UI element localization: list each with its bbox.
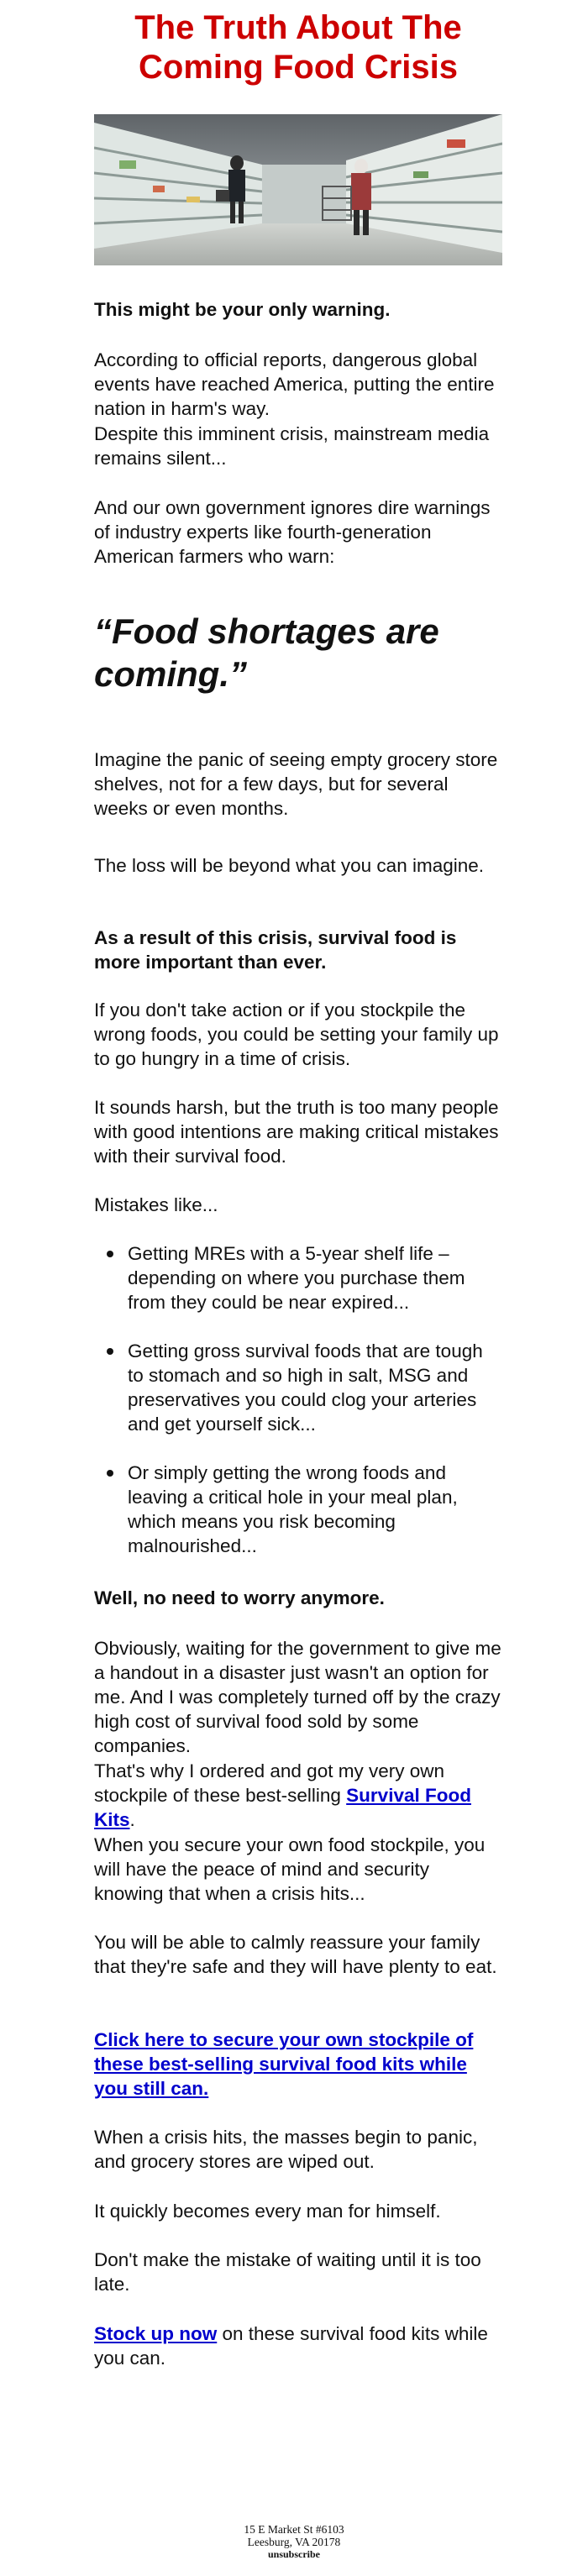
unsubscribe-link[interactable]: unsubscribe (267, 2548, 321, 2560)
paragraph (94, 2322, 502, 2370)
paragraph: It sounds harsh, but the truth is too many people with good intentions are making critical mistakes with their survival food. (94, 1097, 499, 1167)
subheading: Well, no need to worry anymore. (94, 1587, 385, 1608)
paragraph: Imagine the panic of seeing empty grocery store shelves, not for a few days, but for several weeks or even months. (94, 749, 498, 819)
paragraph: Despite this imminent crisis, mainstream media remains silent... (94, 423, 490, 469)
survival-food-kits-link[interactable]: Survival Food Kits (94, 1785, 471, 1830)
paragraph: Obviously, waiting for the government to give me a handout in a disaster just wasn't an option for me. And I was completely turned off by the crazy high cost of survival food sold by some companies. (94, 1638, 501, 1756)
list-item: Or simply getting the wrong foods and leaving a critical hole in your meal plan, which means you risk becoming malnourished... (128, 1461, 502, 1558)
paragraph (94, 2028, 502, 2101)
subheading: As a result of this crisis, survival food is more important than ever. (94, 927, 457, 973)
paragraph: Mistakes like... (94, 1194, 218, 1215)
paragraph: According to official reports, dangerous global events have reached America, putting the entire nation in harm's way. (94, 349, 495, 419)
paragraph-text: . (129, 1809, 135, 1830)
grocery-aisle-image (94, 114, 502, 265)
warning-heading: This might be your only warning. (94, 299, 391, 320)
mistakes-list (94, 1241, 502, 1582)
paragraph: The loss will be beyond what you can imagine. (94, 855, 485, 876)
pull-quote: “Food shortages are coming.” (94, 611, 439, 694)
footer-address-line: Leesburg, VA 20178 (247, 2536, 341, 2548)
paragraph (94, 1759, 502, 1832)
page-title: The Truth About The Coming Food Crisis (134, 9, 462, 86)
secure-stockpile-link[interactable]: Click here to secure your own stockpile of these best-selling survival food kits while you still can. (94, 2029, 474, 2099)
paragraph: And our own government ignores dire warnings of industry experts like fourth-generation American farmers who warn: (94, 497, 491, 567)
footer (0, 2523, 588, 2561)
stock-up-now-link[interactable]: Stock up now (94, 2323, 218, 2344)
paragraph: Don't make the mistake of waiting until it is too late. (94, 2249, 481, 2295)
paragraph: When a crisis hits, the masses begin to panic, and grocery stores are wiped out. (94, 2127, 478, 2172)
paragraph: It quickly becomes every man for himself. (94, 2201, 441, 2222)
list-item: Getting gross survival foods that are tough to stomach and so high in salt, MSG and preservatives you could clog your arteries and get yourself sick... (128, 1339, 502, 1436)
empty-shelves-photo (94, 114, 502, 265)
paragraph-text: on these survival food kits while you can. (94, 2323, 488, 2369)
list-item: Getting MREs with a 5-year shelf life – depending on where you purchase them from they could be near expired... (128, 1241, 502, 1314)
paragraph-text: That's why I ordered and got my very own stockpile of these best-selling (94, 1760, 444, 1806)
paragraph: You will be able to calmly reassure your family that they're safe and they will have plenty to eat. (94, 1932, 497, 1977)
paragraph: When you secure your own food stockpile, you will have the peace of mind and security knowing that when a crisis hits... (94, 1834, 486, 1904)
paragraph: If you don't take action or if you stockpile the wrong foods, you could be setting your family up to go hungry in a time of crisis. (94, 999, 499, 1069)
footer-address-line: 15 E Market St #6103 (244, 2523, 344, 2536)
